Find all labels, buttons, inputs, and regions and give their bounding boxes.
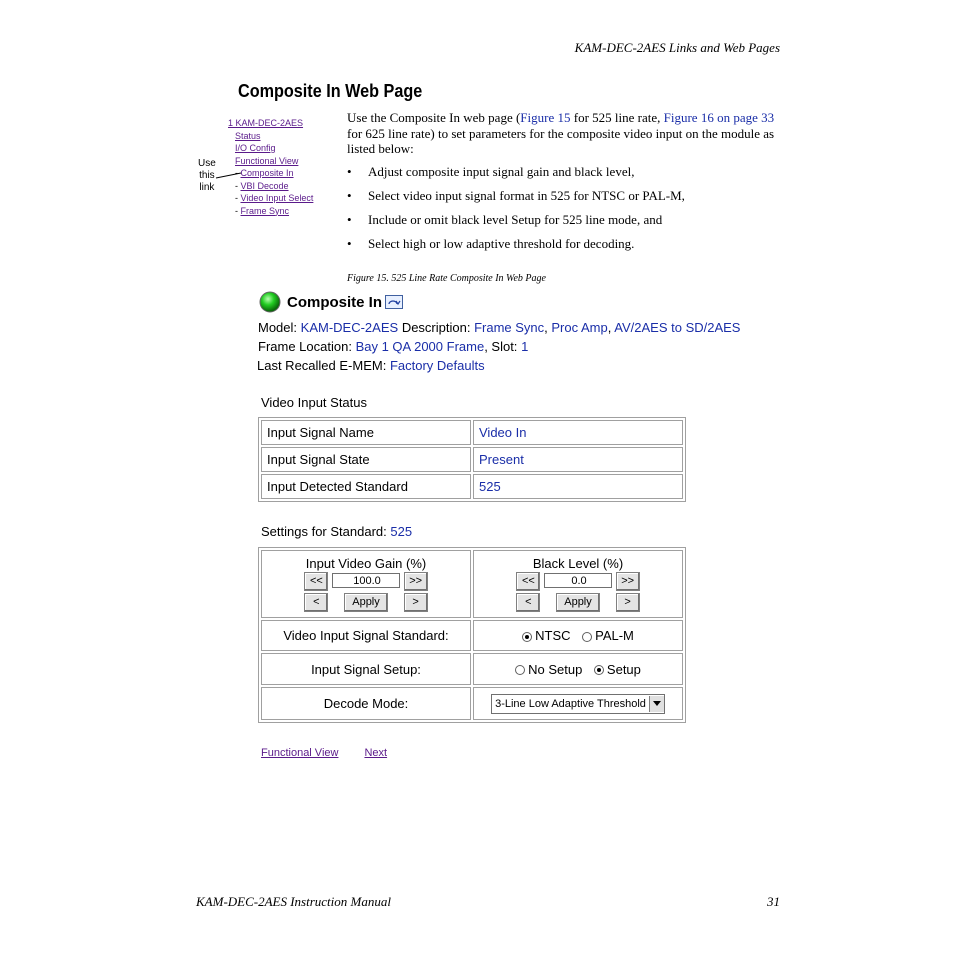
ntsc-radio[interactable] bbox=[522, 632, 532, 642]
table-row: Input Signal Name Video In bbox=[261, 420, 683, 445]
signal-setup-label: Input Signal Setup: bbox=[261, 653, 471, 685]
setup-radio[interactable] bbox=[594, 665, 604, 675]
video-input-status-table bbox=[258, 417, 686, 502]
list-item: • Include or omit black level Setup for 525 line mode, and bbox=[347, 212, 663, 227]
nav-io-config-link[interactable]: I/O Config bbox=[235, 143, 276, 153]
frame-location-value: Bay 1 QA 2000 Frame bbox=[355, 339, 485, 354]
black-increase-button[interactable]: > bbox=[616, 593, 640, 612]
table-row: Input Signal State Present bbox=[261, 447, 683, 472]
list-item: • Select video input signal format in 525 for NTSC or PAL-M, bbox=[347, 188, 685, 203]
pal-m-radio[interactable] bbox=[582, 632, 592, 642]
nav-status-link[interactable]: Status bbox=[235, 130, 261, 141]
footer-manual-title: KAM-DEC-2AES Instruction Manual bbox=[196, 894, 391, 909]
signal-standard-options: NTSC PAL-M bbox=[473, 620, 683, 651]
status-green-icon bbox=[258, 290, 282, 314]
list-item: • Adjust composite input signal gain and black level, bbox=[347, 164, 635, 179]
figure-caption: Figure 15. 525 Line Rate Composite In Web Page bbox=[347, 273, 546, 284]
signal-standard-label: Video Input Signal Standard: bbox=[261, 620, 471, 651]
input-video-gain-cell: Input Video Gain (%) << 100.0 >> < Apply > bbox=[261, 550, 471, 618]
list-item: • Select high or low adaptive threshold for decoding. bbox=[347, 236, 635, 251]
next-link[interactable]: Next bbox=[364, 747, 388, 759]
nav-vbi-decode-link[interactable]: VBI Decode bbox=[240, 180, 289, 191]
decode-mode-label: Decode Mode: bbox=[261, 687, 471, 720]
section-title: Composite In Web Page bbox=[238, 81, 423, 101]
black-level-cell: Black Level (%) << 0.0 >> < Apply > bbox=[473, 550, 683, 618]
nav-composite-in-link[interactable]: Composite In bbox=[240, 168, 294, 178]
nav-root-link[interactable]: 1 KAM-DEC-2AES bbox=[228, 118, 304, 128]
emem-value: Factory Defaults bbox=[389, 358, 485, 373]
gain-increase-large-button[interactable]: >> bbox=[404, 572, 428, 591]
chevron-down-icon[interactable] bbox=[649, 696, 664, 712]
gain-decrease-button[interactable]: < bbox=[304, 593, 328, 612]
black-decrease-button[interactable]: < bbox=[516, 593, 540, 612]
signal-setup-options: No Setup Setup bbox=[473, 653, 683, 685]
nav-tree: 1 KAM-DEC-2AES Status I/O Config Functional View - Composite In - VBI Decode - Video Input Select - Frame Sync bbox=[228, 118, 314, 216]
black-increase-large-button[interactable]: >> bbox=[616, 572, 640, 591]
slot-value: 1 bbox=[521, 339, 529, 354]
model-value: KAM-DEC-2AES bbox=[300, 320, 399, 335]
running-header: KAM-DEC-2AES Links and Web Pages bbox=[574, 40, 780, 55]
gain-apply-button[interactable]: Apply bbox=[344, 593, 388, 612]
nav-frame-sync-link[interactable]: Frame Sync bbox=[240, 205, 290, 216]
functional-view-link[interactable]: Functional View bbox=[261, 747, 339, 759]
table-row: Input Detected Standard 525 bbox=[261, 474, 683, 499]
black-level-input[interactable]: 0.0 bbox=[544, 573, 612, 588]
black-apply-button[interactable]: Apply bbox=[556, 593, 600, 612]
figure-16-link[interactable]: Figure 16 on page 33 bbox=[663, 110, 775, 125]
decode-mode-select[interactable]: 3-Line Low Adaptive Threshold bbox=[491, 694, 665, 714]
nav-video-input-select-link[interactable]: Video Input Select bbox=[240, 193, 314, 203]
intro-paragraph: Use the Composite In web page (Figure 15 for 525 line rate, Figure 16 on page 33 for 625 line rate) to set parameters for the composite video input on the module as listed below: bbox=[347, 110, 775, 156]
gain-increase-button[interactable]: > bbox=[404, 593, 428, 612]
nav-functional-view-link[interactable]: Functional View bbox=[235, 155, 299, 166]
pointer-line bbox=[215, 170, 243, 180]
web-page-figure: Composite In Model: KAM-DEC-2AES Description: Frame Sync, Proc Amp, AV/2AES to SD/2AES Frame Location: Bay 1 QA 2000 Frame, Slot: 1 Last Recalled E-MEM: Factory Defaults Video Input Status Input Signal Name Video In Input Signal State Present Input Detected Standard 525 Settings for Standard: 525 Input Video Gain (%) << 100.0 >> < Apply > Black Level (%) << 0.0 >> < Apply > Video Input Signal Standard: NTSC PAL-M Input Signal Setup: No Setup Setup Decode Mode: 3-Line Low Adaptive Threshold Functional View Next bbox=[258, 290, 740, 761]
no-setup-radio[interactable] bbox=[515, 665, 525, 675]
figure-15-link[interactable]: Figure 15 bbox=[520, 110, 571, 125]
footer-page-number: 31 bbox=[767, 894, 780, 909]
web-page-title: Composite In bbox=[287, 293, 383, 311]
black-decrease-large-button[interactable]: << bbox=[516, 572, 540, 591]
gain-decrease-large-button[interactable]: << bbox=[304, 572, 328, 591]
use-this-link-label: Use this link bbox=[198, 158, 216, 193]
gain-input[interactable]: 100.0 bbox=[332, 573, 400, 588]
settings-table bbox=[258, 547, 686, 723]
settings-heading: Settings for Standard: 525 bbox=[261, 524, 413, 539]
refresh-icon[interactable] bbox=[385, 295, 403, 309]
bullet-list bbox=[347, 164, 685, 260]
video-input-status-heading: Video Input Status bbox=[261, 395, 368, 410]
